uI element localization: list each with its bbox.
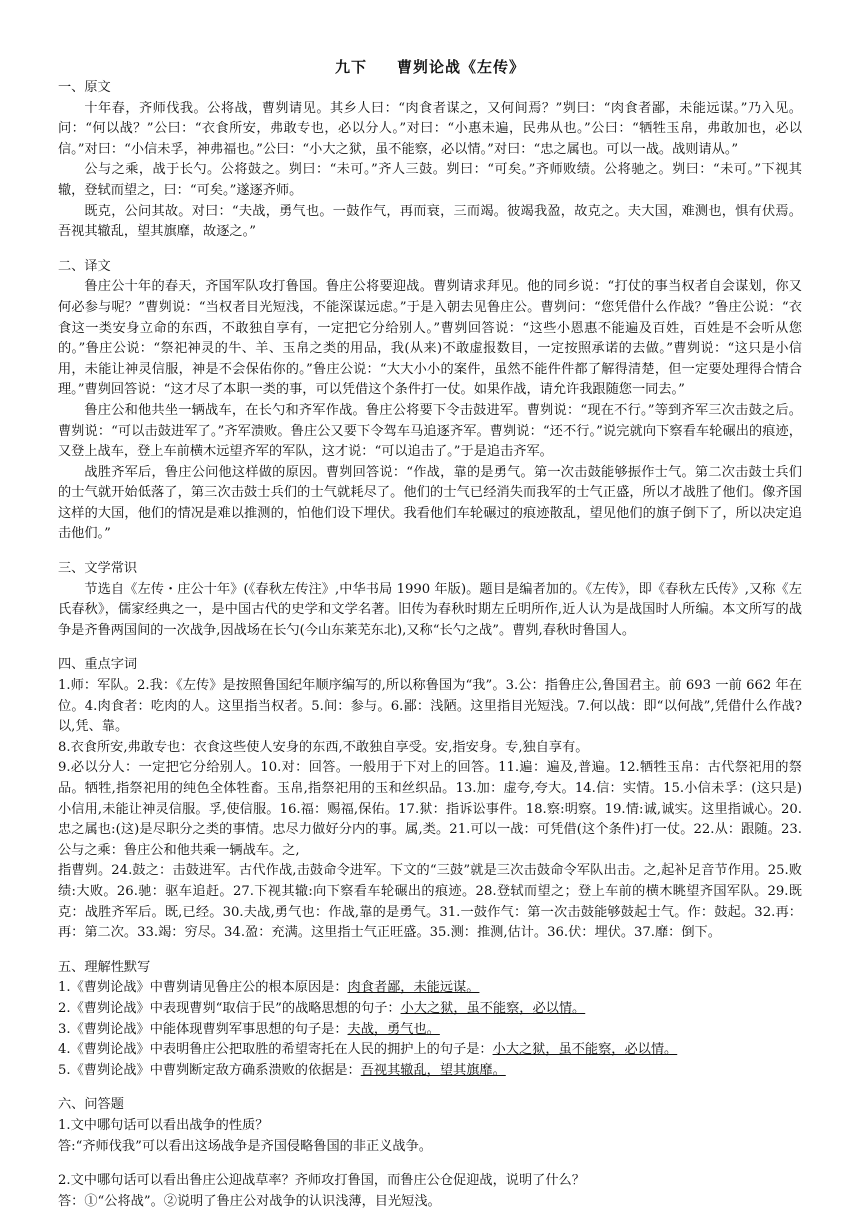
section-heading-original: 一、原文: [58, 80, 111, 95]
dictation-item: [58, 1061, 802, 1082]
qa-question: 1.文中哪句话可以看出战争的性质？: [58, 1117, 269, 1133]
translation-paragraph: 战胜齐军后，鲁庄公问他这样做的原因。曹刿回答说：“作战，靠的是勇气。第一次击鼓能够振作士气。第二次击鼓士兵们的士气就开始低落了，第三次击鼓士兵们的士气就耗尽了。他们的士气已经消失而我军的士气正盛，所以才战胜了他们。像齐国这样的大国，他们的情况是难以推测的，怕他们设下埋伏。我看他们车轮碾过的痕迹散乱，望见他们的旗子倒下了，所以决定追击他们。”: [58, 464, 802, 542]
original-paragraph: 既克，公问其故。对曰：“夫战，勇气也。一鼓作气，再而衰，三而竭。彼竭我盈，故克之。夫大国，难测也，惧有伏焉。吾视其辙乱，望其旗靡，故逐之。”: [58, 203, 802, 240]
original-paragraph: 十年春，齐师伐我。公将战，曹刿请见。其乡人曰：“肉食者谋之，又何间焉？”刿曰：“肉食者鄙，未能远谋。”乃入见。问：“何以战？”公曰：“衣食所安，弗敢专也，必以分人。”对曰：“小惠未遍，民弗从也。”公曰：“牺牲玉帛，弗敢加也，必以信。”对曰：“小信未孚，神弗福也。”公曰：“小大之狱，虽不能察，必以情。”对曰：“忠之属也。可以一战。战则请从。”: [58, 100, 802, 157]
vocab-paragraph: 指曹刿。24.鼓之：击鼓进军。古代作战,击鼓命令进军。下文的“三鼓”就是三次击鼓命令军队出击。之,起补足音节作用。25.败绩:大败。26.驰：驱车追赶。27.下视其辙:向下察看车轮碾出的痕迹。28.登轼而望之；登上车前的横木眺望齐国军队。29.既克：战胜齐军后。既,已经。30.夫战,勇气也：作战,靠的是勇气。31.一鼓作气：第一次击鼓能够鼓起士气。作：鼓起。32.再：再：第二次。33.竭：穷尽。34.盈：充满。这里指士气正旺盛。35.测：推测,估计。36.伏：埋伏。37.靡：倒下。: [58, 863, 802, 941]
title-text: 曹刿论战《左传》: [397, 58, 526, 76]
section-heading-literature: 三、文学常识: [58, 561, 138, 577]
dictation-answer: 肉食者鄙，未能远谋。: [347, 980, 480, 996]
dictation-question: 2.《曹刿论战》中表现曹刿“取信于民”的战略思想的句子：: [58, 1000, 401, 1016]
spacer: [58, 545, 802, 559]
dictation-answer: 夫战，勇气也。: [347, 1021, 440, 1037]
dictation-item: [58, 1020, 802, 1041]
section-heading-translation: 二、译文: [58, 258, 111, 274]
dictation-question: 4.《曹刿论战》中表明鲁庄公把取胜的希望寄托在人民的拥护上的句子是：: [58, 1042, 493, 1058]
spacer: [58, 243, 802, 257]
spacer: [58, 1157, 802, 1171]
dictation-answer: 吾视其辙乱，望其旗靡。: [360, 1062, 506, 1078]
dictation-item: [58, 1040, 802, 1061]
vocab-paragraph: 9.必以分人：一定把它分给别人。10.对：回答。一般用于下对上的回答。11.遍：遍及,普遍。12.牺牲玉帛：古代祭祀用的祭品。牺牲,指祭祀用的纯色全体牲畜。玉帛,指祭祀用的玉和丝织品。13.加：虚夸,夸大。14.信：实情。15.小信未孚：(这只是)小信用,未能让神灵信服。孚,使信服。16.福：赐福,保佑。17.狱：指诉讼事件。18.察:明察。19.情:诚,诚实。这里指诚心。20.忠之属也:(这)是尽职分之类的事情。忠尽力做好分内的事。属,类。21.可以一战：可凭借(这个条件)打一仗。22.从：跟随。23.公与之乘：鲁庄公和他共乘一辆战车。之,: [58, 760, 802, 858]
section-heading-dictation: 五、理解性默写: [58, 959, 151, 975]
dictation-question: 3.《曹刿论战》中能体现曹刿军事思想的句子是：: [58, 1021, 348, 1037]
literature-paragraph: 节选自《左传・庄公十年》(《春秋左传注》,中华书局 1990 年版)。题目是编者加的。《左传》，即《春秋左氏传》,又称《左氏春秋》，儒家经典之一，是中国古代的史学和文学名著。旧传为春秋时期左丘明所作,近人认为是战国时人所编。本文所写的战争是齐鲁两国间的一次战争,因战场在长勺(今山东莱芜东北),又称“长勺之战”。曹刿,春秋时鲁国人。: [58, 581, 802, 638]
section-heading-vocab: 四、重点字词: [58, 657, 138, 673]
dictation-answer: 小大之狱，虽不能察，必以情。: [400, 1000, 586, 1016]
translation-paragraph: 鲁庄公和他共坐一辆战车，在长勺和齐军作战。鲁庄公将要下令击鼓进军。曹刿说：“现在不行。”等到齐军三次击鼓之后。曹刿说：“可以击鼓进军了。”齐军溃败。鲁庄公又要下令驾车马追逐齐军。曹刿说：“还不行。”说完就向下察看车轮碾出的痕迹，又登上战车，登上车前横木远望齐军的军队，这才说：“可以追击了。”于是追击齐军。: [58, 402, 802, 460]
dictation-item: [58, 999, 802, 1020]
vocab-paragraph: 8.衣食所安,弗敢专也：衣食这些使人安身的东西,不敢独自享受。安,指安身。专,独自享有。: [58, 739, 589, 755]
spacer: [58, 944, 802, 958]
title-grade: 九下: [334, 58, 367, 76]
dictation-item: [58, 978, 802, 999]
section-heading-qa: 六、问答题: [58, 1097, 124, 1113]
original-paragraph: 公与之乘，战于长勺。公将鼓之。刿曰：“未可。”齐人三鼓。刿曰：“可矣。”齐师败绩。公将驰之。刿曰：“未可。”下视其辙，登轼而望之，曰：“可矣。”遂逐齐师。: [58, 162, 802, 198]
qa-answer: 答：①“公将战”。②说明了鲁庄公对战争的认识浅薄，目光短浅。: [58, 1193, 441, 1209]
qa-answer: 答:“齐师伐我”可以看出这场战争是齐国侵略鲁国的非正义战争。: [58, 1138, 432, 1154]
page-title: [58, 56, 802, 78]
vocab-paragraph: 1.师：军队。2.我：《左传》是按照鲁国纪年顺序编写的,所以称鲁国为“我”。3.公：指鲁庄公,鲁国君主。前 693 一前 662 年在位。4.肉食者：吃肉的人。这里指当权者。5.间：参与。6.鄙：浅陋。这里指目光短浅。7.何以战：即“以何战”,凭借什么作战?以,凭、靠。: [58, 678, 802, 735]
dictation-question: 5.《曹刿论战》中曹刿断定敌方确系溃败的依据是：: [58, 1062, 361, 1078]
spacer: [58, 641, 802, 655]
dictation-question: 1.《曹刿论战》中曹刿请见鲁庄公的根本原因是：: [58, 980, 348, 996]
dictation-answer: 小大之狱，虽不能察，必以情。: [492, 1042, 678, 1058]
spacer: [58, 1081, 802, 1095]
translation-paragraph: 鲁庄公十年的春天，齐国军队攻打鲁国。鲁庄公将要迎战。曹刿请求拜见。他的同乡说：“打仗的事当权者自会谋划，你又何必参与呢？”曹刿说：“当权者目光短浅，不能深谋远虑。”于是入朝去见鲁庄公。曹刿问：“您凭借什么作战？”鲁庄公说：“衣食这一类安身立命的东西，不敢独自享有，一定把它分给别人。”曹刿回答说：“这些小恩惠不能遍及百姓，百姓是不会听从您的。”鲁庄公说：“祭祀神灵的牛、羊、玉帛之类的用品，我(从来)不敢虚报数目，一定按照承诺的去做。”曹刿说：“这只是小信用，未能让神灵信服，神是不会保佑你的。”鲁庄公说：“大大小小的案件，虽然不能件件都了解得清楚，但一定要处理得合情合理。”曹刿回答说：“这才尽了本职一类的事，可以凭借这个条件打一仗。如果作战，请允许我跟随您一同去。”: [58, 279, 802, 398]
qa-question: 2.文中哪句话可以看出鲁庄公迎战草率？齐师攻打鲁国，而鲁庄公仓促迎战，说明了什么？: [58, 1173, 585, 1189]
